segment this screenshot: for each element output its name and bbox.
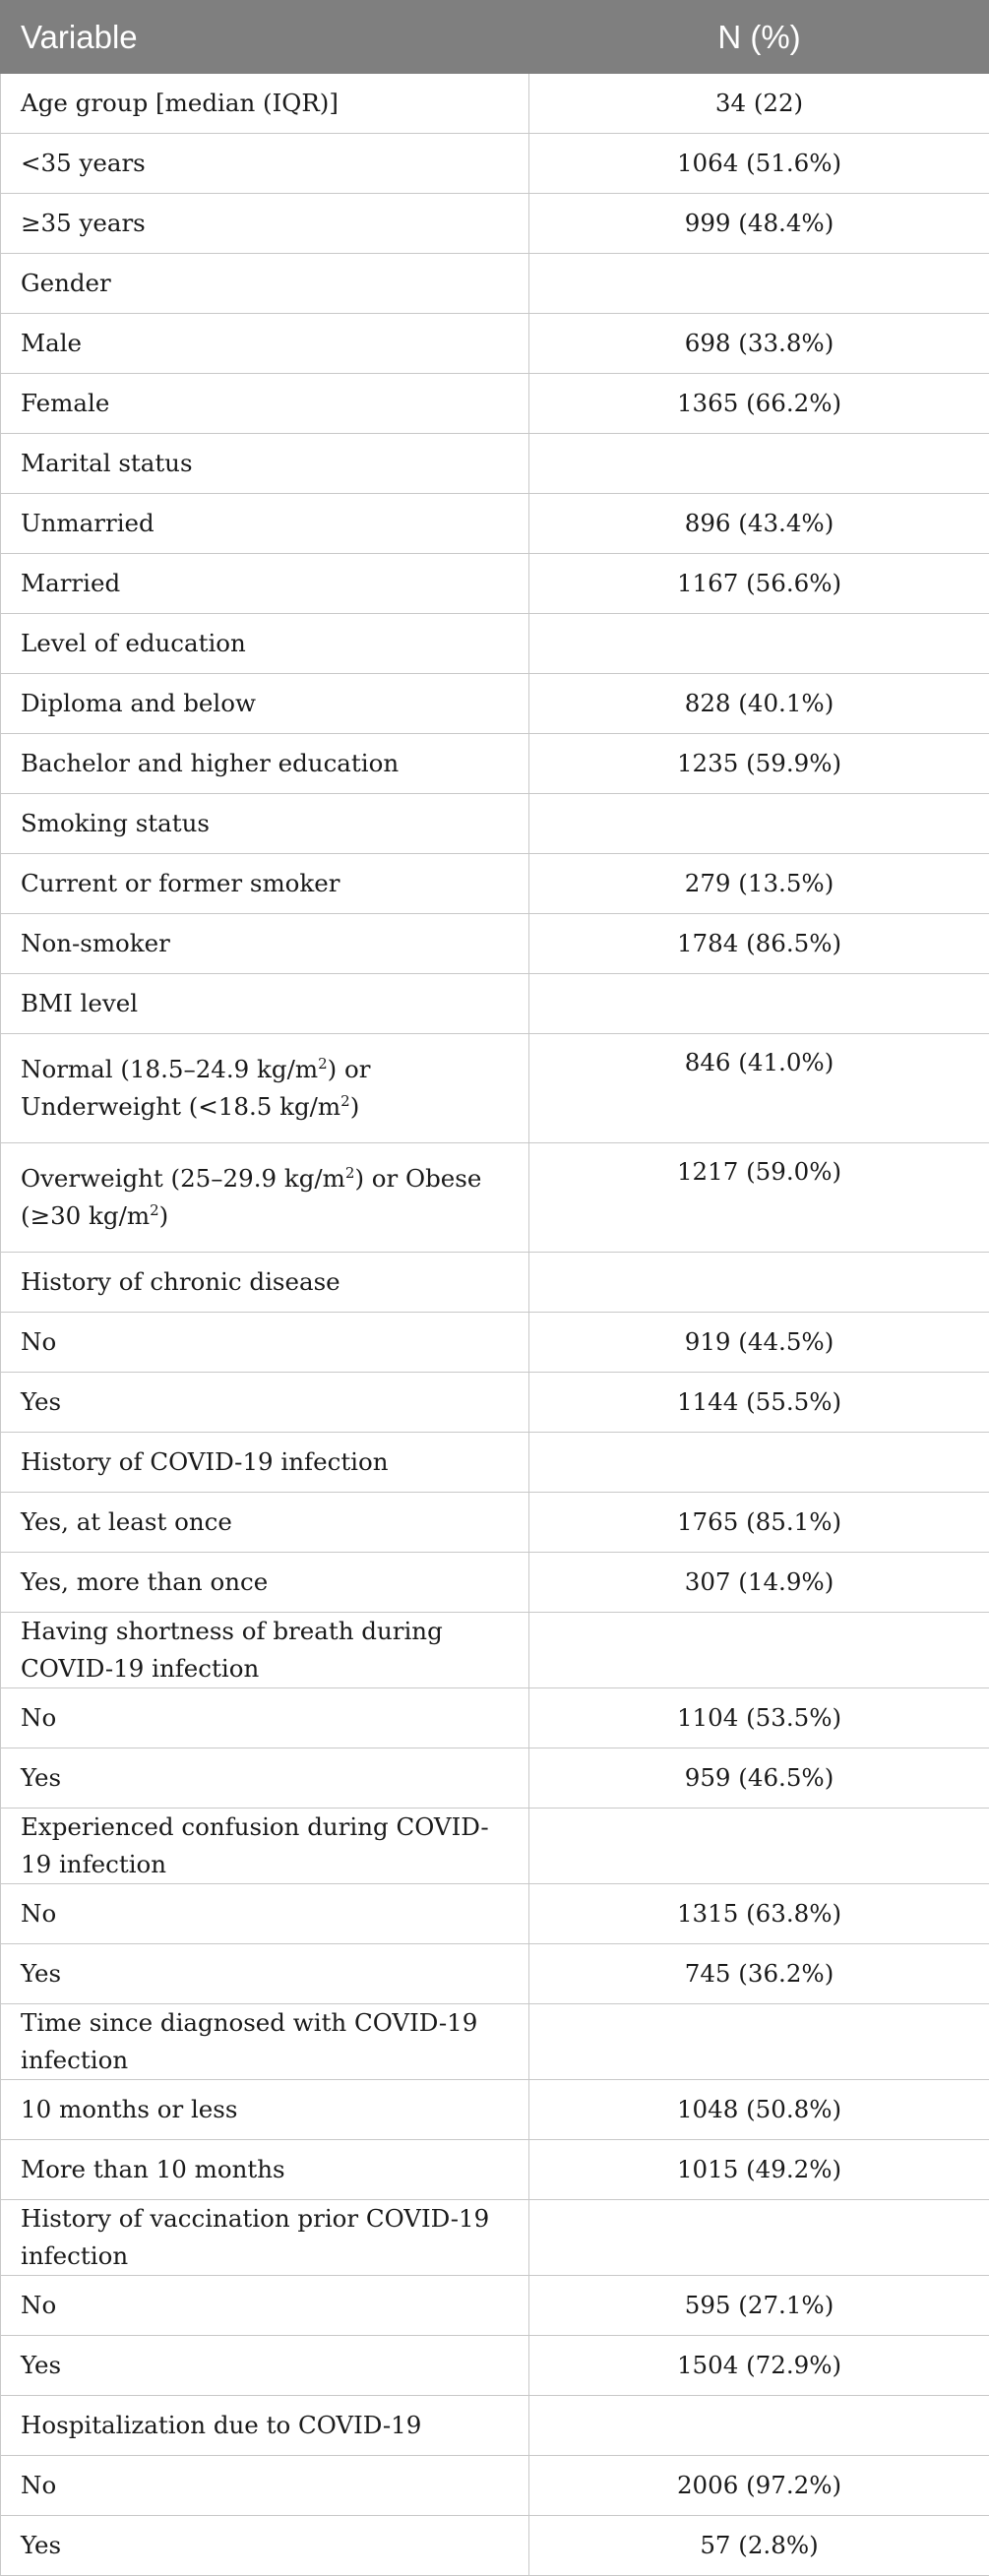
row-value xyxy=(529,1808,989,1883)
row-label: Marital status xyxy=(1,434,529,494)
table-row xyxy=(1,1553,989,1613)
row-label: Smoking status xyxy=(1,794,529,854)
row-value: 2006 (97.2%) xyxy=(529,2455,989,2515)
row-value: 959 (46.5%) xyxy=(529,1748,989,1808)
table-row xyxy=(1,554,989,614)
row-value xyxy=(529,434,989,494)
row-value: 307 (14.9%) xyxy=(529,1553,989,1613)
row-label: Time since diagnosed with COVID-19 infection xyxy=(1,2003,529,2079)
table-row xyxy=(1,254,989,314)
row-label: Diploma and below xyxy=(1,674,529,734)
row-value: 745 (36.2%) xyxy=(529,1943,989,2003)
label-text: Overweight (25–29.9 kg/m xyxy=(21,1164,345,1193)
table-row xyxy=(1,1883,989,1943)
row-value: 595 (27.1%) xyxy=(529,2275,989,2335)
table-row xyxy=(1,1253,989,1313)
row-value xyxy=(529,794,989,854)
table-row xyxy=(1,2199,989,2275)
row-label: No xyxy=(1,2275,529,2335)
table-row xyxy=(1,1808,989,1883)
row-value: 1784 (86.5%) xyxy=(529,914,989,974)
row-label: History of vaccination prior COVID-19 infection xyxy=(1,2199,529,2275)
row-value xyxy=(529,2395,989,2455)
row-label: Yes xyxy=(1,2335,529,2395)
row-label xyxy=(1,1143,529,1253)
row-value xyxy=(529,2003,989,2079)
label-superscript: 2 xyxy=(150,1201,159,1219)
row-label: No xyxy=(1,1687,529,1748)
table-row xyxy=(1,134,989,194)
label-superscript: 2 xyxy=(340,1092,350,1110)
row-label: Unmarried xyxy=(1,494,529,554)
table-row xyxy=(1,2139,989,2199)
row-label: More than 10 months xyxy=(1,2139,529,2199)
row-label: Hospitalization due to COVID-19 xyxy=(1,2395,529,2455)
table-row xyxy=(1,1313,989,1373)
row-label: <35 years xyxy=(1,134,529,194)
row-value xyxy=(529,1613,989,1688)
table-row xyxy=(1,1433,989,1493)
table-row xyxy=(1,734,989,794)
table-row xyxy=(1,1493,989,1553)
row-value: 896 (43.4%) xyxy=(529,494,989,554)
row-label xyxy=(1,1034,529,1143)
row-label: Current or former smoker xyxy=(1,854,529,914)
row-value: 1235 (59.9%) xyxy=(529,734,989,794)
row-value xyxy=(529,2199,989,2275)
row-value xyxy=(529,254,989,314)
column-header-variable: Variable xyxy=(1,1,529,74)
row-value: 1104 (53.5%) xyxy=(529,1687,989,1748)
table-row xyxy=(1,2079,989,2139)
row-value: 698 (33.8%) xyxy=(529,314,989,374)
table-row xyxy=(1,1613,989,1688)
table-row xyxy=(1,1748,989,1808)
row-value: 1315 (63.8%) xyxy=(529,1883,989,1943)
table-row xyxy=(1,974,989,1034)
row-value: 1064 (51.6%) xyxy=(529,134,989,194)
row-value: 828 (40.1%) xyxy=(529,674,989,734)
table-row xyxy=(1,2395,989,2455)
row-label: Gender xyxy=(1,254,529,314)
table-row xyxy=(1,314,989,374)
header-row xyxy=(1,1,989,74)
table-row xyxy=(1,374,989,434)
row-value xyxy=(529,1433,989,1493)
table-row xyxy=(1,614,989,674)
table-row xyxy=(1,2515,989,2575)
row-label: Age group [median (IQR)] xyxy=(1,74,529,134)
row-label: Male xyxy=(1,314,529,374)
row-value: 1765 (85.1%) xyxy=(529,1493,989,1553)
table-row xyxy=(1,2455,989,2515)
row-value: 919 (44.5%) xyxy=(529,1313,989,1373)
row-label: BMI level xyxy=(1,974,529,1034)
row-label: Yes xyxy=(1,2515,529,2575)
label-text: ) or Underweight (<18.5 kg/m xyxy=(21,1055,370,1121)
row-value xyxy=(529,1253,989,1313)
row-value: 279 (13.5%) xyxy=(529,854,989,914)
row-value: 57 (2.8%) xyxy=(529,2515,989,2575)
row-value: 34 (22) xyxy=(529,74,989,134)
row-label: History of chronic disease xyxy=(1,1253,529,1313)
table-row xyxy=(1,194,989,254)
row-value: 1365 (66.2%) xyxy=(529,374,989,434)
row-label: Yes, at least once xyxy=(1,1493,529,1553)
row-label: No xyxy=(1,2455,529,2515)
table-row xyxy=(1,1373,989,1433)
row-value: 1144 (55.5%) xyxy=(529,1373,989,1433)
label-text: Normal (18.5–24.9 kg/m xyxy=(21,1055,318,1083)
label-superscript: 2 xyxy=(345,1164,355,1182)
label-superscript: 2 xyxy=(318,1055,328,1073)
row-label: No xyxy=(1,1883,529,1943)
table-row xyxy=(1,434,989,494)
table-row xyxy=(1,854,989,914)
table-row xyxy=(1,794,989,854)
row-label: ≥35 years xyxy=(1,194,529,254)
table-row xyxy=(1,1143,989,1253)
label-text: ) xyxy=(159,1201,169,1230)
table-row xyxy=(1,674,989,734)
table-row xyxy=(1,1943,989,2003)
label-text: ) xyxy=(350,1092,360,1121)
row-value: 1167 (56.6%) xyxy=(529,554,989,614)
row-label: Bachelor and higher education xyxy=(1,734,529,794)
row-label: Level of education xyxy=(1,614,529,674)
row-value: 999 (48.4%) xyxy=(529,194,989,254)
row-label: Experienced confusion during COVID-19 infection xyxy=(1,1808,529,1883)
row-label: Yes, more than once xyxy=(1,1553,529,1613)
row-label: No xyxy=(1,1313,529,1373)
column-header-n-percent: N (%) xyxy=(529,1,989,74)
row-value: 1015 (49.2%) xyxy=(529,2139,989,2199)
table-row xyxy=(1,74,989,134)
row-label: 10 months or less xyxy=(1,2079,529,2139)
row-label: Female xyxy=(1,374,529,434)
row-value xyxy=(529,614,989,674)
row-value: 846 (41.0%) xyxy=(529,1034,989,1143)
label-text: ) or Obese (≥30 kg/m xyxy=(21,1164,481,1230)
table-row xyxy=(1,2335,989,2395)
table-row xyxy=(1,2275,989,2335)
row-label: Yes xyxy=(1,1373,529,1433)
table-row xyxy=(1,494,989,554)
row-label: Married xyxy=(1,554,529,614)
table-row xyxy=(1,2003,989,2079)
table-row xyxy=(1,1034,989,1143)
table-row xyxy=(1,914,989,974)
row-value: 1504 (72.9%) xyxy=(529,2335,989,2395)
table-row xyxy=(1,1687,989,1748)
row-label: Yes xyxy=(1,1943,529,2003)
row-label: History of COVID-19 infection xyxy=(1,1433,529,1493)
row-value: 1217 (59.0%) xyxy=(529,1143,989,1253)
row-value xyxy=(529,974,989,1034)
row-label: Non-smoker xyxy=(1,914,529,974)
row-label: Having shortness of breath during COVID-19 infection xyxy=(1,1613,529,1688)
row-label: Yes xyxy=(1,1748,529,1808)
row-value: 1048 (50.8%) xyxy=(529,2079,989,2139)
